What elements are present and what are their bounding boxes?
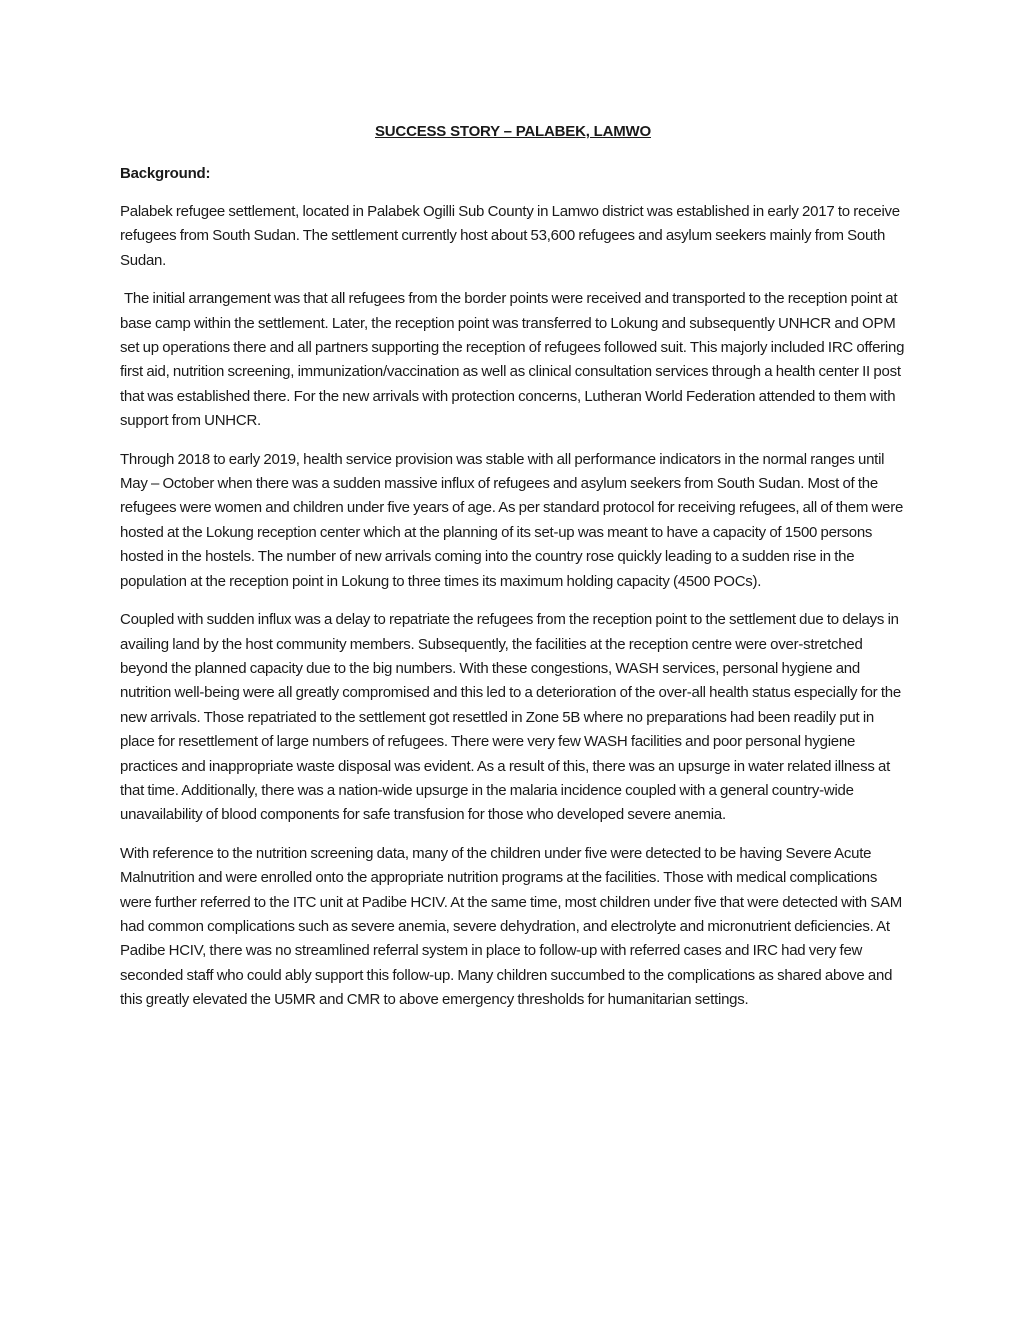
paragraph-influx: Through 2018 to early 2019, health service provision was stable with all performance indicators in the normal ranges until May – October when there was a sudden massive influx of refugees and asylum seekers from South Sudan. Most of the refugees were women and children under five years of age. As per standard protocol for receiving refugees, all of them were hosted at the Lokung reception center which at the planning of its set-up was meant to have a capacity of 1500 persons hosted in the hostels. The number of new arrivals coming into the country rose quickly leading to a sudden rise in the population at the reception point in Lokung to three times its maximum holding capacity (4500 POCs). [120, 450, 904, 590]
section-heading-background: Background: [120, 165, 211, 182]
paragraph-initial-arrangement: The initial arrangement was that all refugees from the border points were received and transported to the reception point at base camp within the settlement. Later, the reception point was transferred to Lokung and subsequently UNHCR and OPM set up operations there and all partners supporting the reception of refugees followed suit. This majorly included IRC offering first aid, nutrition screening, immunization/vaccination as well as clinical consultation services through a health center II post that was established there. For the new arrivals with protection concerns, Lutheran World Federation attended to them with support from UNHCR. [120, 290, 905, 430]
paragraph-intro: Palabek refugee settlement, located in Palabek Ogilli Sub County in Lamwo district was established in early 2017 to receive refugees from South Sudan. The settlement currently host about 53,600 refugees and asylum seekers mainly from South Sudan. [120, 203, 900, 269]
document-body [120, 120, 906, 1027]
paragraph-nutrition: With reference to the nutrition screening data, many of the children under five were detected to be having Severe Acute Malnutrition and were enrolled onto the appropriate nutrition programs at the facilities. Those with medical complications were further referred to the ITC unit at Padibe HCIV. At the same time, most children under five that were detected with SAM had common complications such as severe anemia, severe dehydration, and electrolyte and micronutrient deficiencies. At Padibe HCIV, there was no streamlined referral system in place to follow-up with referred cases and IRC had very few seconded staff who could ably support this follow-up. Many children succumbed to the complications as shared above and this greatly elevated the U5MR and CMR to above emergency thresholds for humanitarian settings. [120, 844, 903, 1009]
document-title: SUCCESS STORY – PALABEK, LAMWO [375, 123, 651, 140]
paragraph-congestion: Coupled with sudden influx was a delay to repatriate the refugees from the reception point to the settlement due to delays in availing land by the host community members. Subsequently, the facilities at the reception centre were over-stretched beyond the planned capacity due to the big numbers. With these congestions, WASH services, personal hygiene and nutrition well-being were all greatly compromised and this led to a deterioration of the over-all health status especially for the new arrivals. Those repatriated to the settlement got resettled in Zone 5B where no preparations had been readily put in place for resettlement of large numbers of refugees. There were very few WASH facilities and poor personal hygiene practices and inappropriate waste disposal was evident. As a result of this, there was an upsurge in water related illness at that time. Additionally, there was a nation-wide upsurge in the malaria incidence coupled with a general country-wide unavailability of blood components for safe transfusion for those who developed severe anemia. [120, 611, 901, 824]
